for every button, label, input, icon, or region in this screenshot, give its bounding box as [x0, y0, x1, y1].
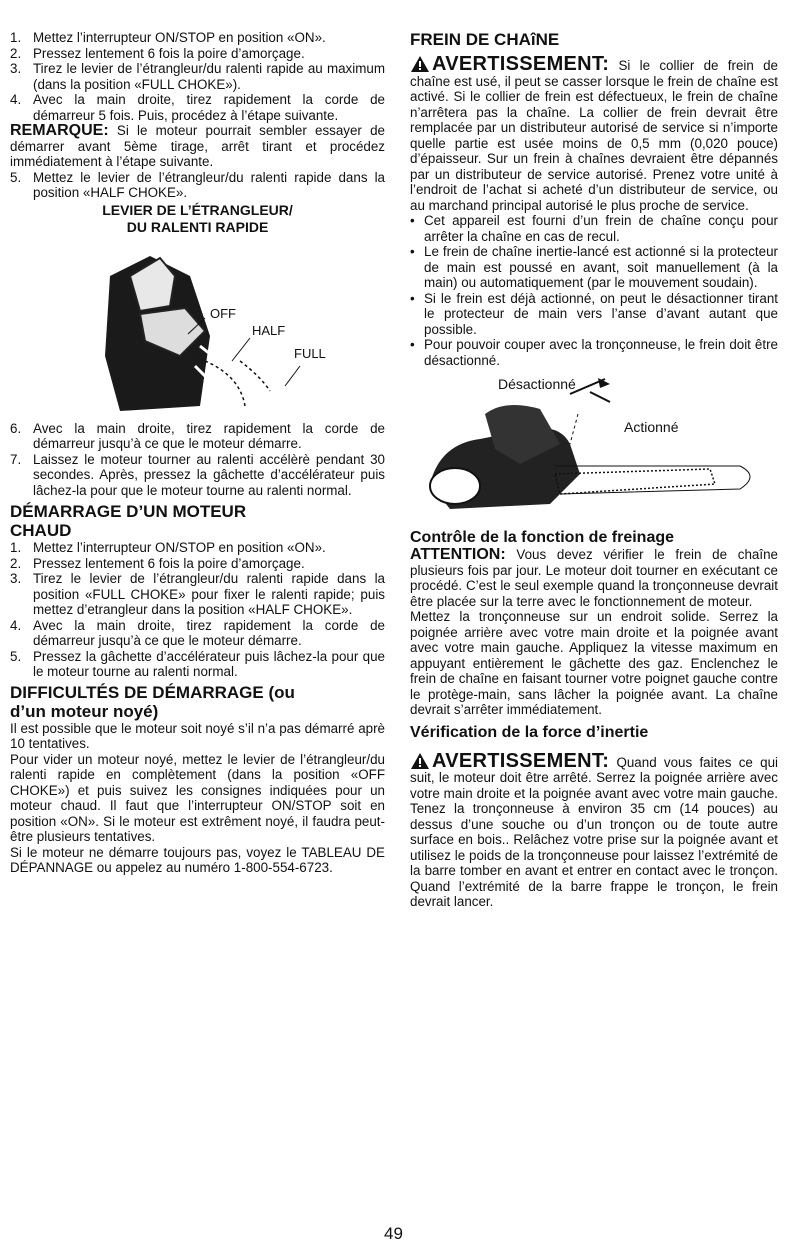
- label-half: HALF: [252, 322, 286, 338]
- label-off: OFF: [210, 305, 236, 321]
- flooded-para-2: Pour vider un moteur noyé, mettez le levier de l’étrangleur/du ralenti rapide en complètement (dans la position «OFF CHOKE») et puis suivez les consignes indiquées pour un moteur chaud. Il faut que l’interrupteur ON/STOP soit en position «ON». Si le moteur est extrêment noyé, il faudra peut-être plusieurs tentatives.: [10, 751, 385, 844]
- warm-step-1: 1. Mettez l’interrupteur ON/STOP en position «ON».: [10, 540, 326, 555]
- attention-paragraph: [410, 547, 778, 609]
- left-column: [10, 30, 385, 876]
- warning-icon: [410, 752, 430, 770]
- step-3: 3. Tirez le levier de l’étrangleur/du ralenti rapide au maximum (dans la position «FULL CHOKE»).: [10, 61, 385, 92]
- brake-check-para: Mettez la tronçonneuse sur un endroit solide. Serrez la poignée arrière avec votre main droite et la poignée avant avec votre main gauche. Appliquez la vitesse maximum en appuyant entièrement le gâchette des gaz. Enclenchez le frein de chaîne en faisant tourner votre poignet gauche contre le protège-main, sans lâcher la poignée avant. La chaîne devrait s’arrêter immédiatement.: [410, 609, 778, 717]
- bullet-item: • Si le frein est déjà actionné, on peut le désactionner tirant le protecteur de main vers l’anse d’avant autant que possible.: [410, 290, 778, 337]
- warning2-paragraph: [410, 749, 778, 910]
- brake-check-heading: Contrôle de la fonction de freinage: [410, 529, 675, 546]
- bullet-item: • Cet appareil est fourni d’un frein de chaîne conçu pour arrêter la chaîne en cas de recul.: [410, 213, 778, 244]
- step-2: 2. Pressez lentement 6 fois la poire d’amorçage.: [10, 45, 305, 61]
- step-5: 5. Mettez le levier de l’étrangleur/du ralenti rapide dans la position «HALF CHOKE».: [10, 169, 385, 200]
- warm-step-3: 3. Tirez le levier de l’étrangleur/du ralenti rapide dans la position «FULL CHOKE» pour fixer le ralenti rapide; puis mettez d’etrangleur dans la position «HALF CHOKE».: [10, 571, 385, 617]
- warning-paragraph: [410, 55, 778, 213]
- right-column: [410, 30, 778, 910]
- warm-step-4: 4. Avec la main droite, tirez rapidement la corde de démarreur jusqu’à ce que le moteur démarre.: [10, 617, 385, 648]
- flooded-engine-heading: DIFFICULTÉS DE DÉMARRAGE (ou d’un moteur noyé): [10, 682, 295, 721]
- warning2-text: Quand vous faites ce qui suit, le moteur doit être arrêté. Serrez la poignée arrière avec votre main droite et la poignée avant avec votre main gauche. Tenez la tronçonneuse à environ 35 cm (14 pouces) au dessus d’une souche ou d’un tronçon ou de toute autre surface en bois.. Relâchez votre prise sur la poignée avant et utilisez le poids de la tronçonneuse pour laissez l’extrémité de la barre tomber en avant et entrer en contact avec le tronçon. Quand l’extrémité de la barre frappe le tronçon, le frein devrait lancer.: [410, 754, 778, 909]
- warning-text: Si le collier de frein de chaîne est usé, il peut se casser lorsque le frein de chaîne est activé. Si le collier de frein est défectueux, le frein de chaîne n’arrêtera pas la chaîne. La collier de frein devrait être remplacée par un distributeur autorisé de service si n’importe quelle partie est usée moins de 0,5 mm (0,020 pouce) d’épaisseur. Sur un frein à chaînes devraient être dépannés par un distributeur de service autorisé. Prenez votre unité à l’endroit de l’achat si acheté d’un distributeur de service, ou au marchand principal autorisé le plus proche de service.: [410, 58, 778, 213]
- warning2-label: AVERTISSEMENT:: [432, 749, 610, 772]
- warning-icon: [410, 55, 430, 73]
- bullet-item: • Le frein de chaîne inertie-lancé est actionné si la protecteur de main est poussé en avant, soit manuellement (à la main) ou automatiquement (par le mouvement soudain).: [410, 244, 778, 290]
- flooded-para-1: Il est possible que le moteur soit noyé s’il n’a pas démarré aprè 10 tentatives.: [10, 720, 385, 751]
- bullet-item: • Pour pouvoir couper avec la tronçonneuse, le frein doit être désactionné.: [410, 337, 778, 368]
- flooded-para-3: Si le moteur ne démarre toujours pas, voyez le TABLEAU DE DÉPANNAGE ou appelez au numéro 1-800-554-6723.: [10, 844, 385, 875]
- warm-start-heading: DÉMARRAGE D’UN MOTEUR CHAUD: [10, 502, 247, 540]
- label-full: FULL: [294, 345, 326, 361]
- warm-step-5: 5. Pressez la gâchette d’accélérateur puis lâchez-la pour que le moteur tourne au ralenti normal.: [10, 648, 385, 679]
- warning-label: AVERTISSEMENT:: [432, 53, 610, 75]
- step-6: 6. Avec la main droite, tirez rapidement la corde de démarreur jusqu’à ce que le moteur démarre.: [10, 420, 385, 451]
- attention-label: ATTENTION:: [410, 546, 506, 563]
- choke-lever-illustration: [10, 236, 385, 421]
- label-engaged: Actionné: [624, 419, 679, 435]
- figure-title: LEVIER DE L’ÉTRANGLEUR/ DU RALENTI RAPIDE: [102, 201, 293, 235]
- inertia-check-heading: Vérification de la force d’inertie: [410, 723, 649, 741]
- choke-lever-figure: [10, 236, 385, 421]
- remark-text: Si le moteur pourrait sembler essayer de démarrer avant 5ème tirage, arrêt tirant et procédez immédiatement à l’étape suivante.: [10, 123, 385, 169]
- step-1: 1. Mettez l’interrupteur ON/STOP en position «ON».: [10, 30, 326, 45]
- chain-brake-heading: FREIN DE CHAîNE: [410, 30, 560, 49]
- chain-brake-figure: [410, 374, 778, 522]
- chainsaw-illustration: [410, 374, 778, 522]
- remark-label: REMARQUE:: [10, 122, 109, 139]
- cold-start-steps-a: [10, 30, 385, 123]
- chain-brake-bullets: [410, 213, 778, 368]
- step-7: 7. Laissez le moteur tourner au ralenti accélèrè pendant 30 secondes. Après, pressez la gâchette d’accélérateur puis lâchez-la pour que le moteur tourne au ralenti normal.: [10, 451, 385, 498]
- cold-start-steps-b: [10, 421, 385, 499]
- label-disengaged: Désactionné: [498, 376, 576, 392]
- warm-step-2: 2. Pressez lentement 6 fois la poire d’amorçage.: [10, 555, 305, 571]
- attention-text: Vous devez vérifier le frein de chaîne plusieurs fois par jour. Le moteur doit tourner en exécutant ce procédé. C’est le seul exemple quand la tronçonneuse devrait être placée sur la terre avec le fonctionnement de moteur.: [410, 547, 778, 609]
- warm-start-steps: [10, 540, 385, 680]
- page-number: 49: [384, 1224, 403, 1243]
- remark-note: [10, 123, 385, 170]
- step-4: 4. Avec la main droite, tirez rapidement la corde de démarreur 5 fois. Puis, procédez à l’étape suivante.: [10, 92, 385, 123]
